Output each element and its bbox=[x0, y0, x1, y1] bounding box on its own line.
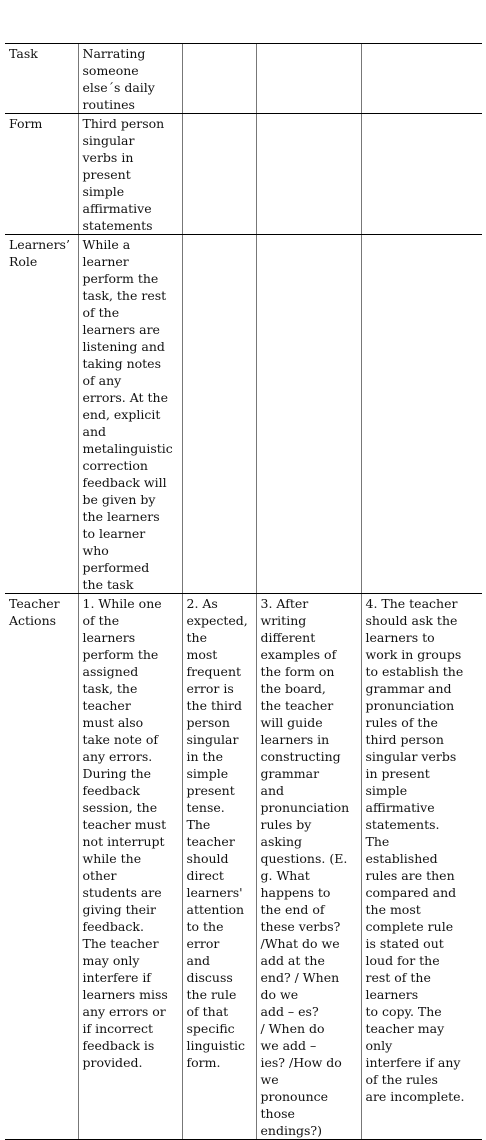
teacher-action-step-2: 2. As expected, the most frequent error is the third person singular in the simple present tense. The teacher should direct learners' attention to the error and discuss the rule of that specific linguistic form. bbox=[182, 594, 256, 1140]
row-label-teacher-actions: Teacher Actions bbox=[5, 594, 78, 1140]
table-row-teacher-actions bbox=[5, 594, 482, 1140]
row-label-learners-role: Learners’ Role bbox=[5, 235, 78, 594]
teacher-action-step-1: 1. While one of the learners perform the assigned task, the teacher must also take note of any errors. During the feedback session, the teacher must not interrupt while the other students are giving their feedback. The teacher may only interfere if learners miss any errors or if incorrect feedback is provided. bbox=[78, 594, 182, 1140]
teacher-action-step-4: 4. The teacher should ask the learners to work in groups to establish the grammar and pronunciation rules of the third person singular verbs in present simple affirmative statements. The established rules are then compared and the most complete rule is stated out loud for the rest of the learners to copy. The teacher may only interfere if any of the rules are incomplete. bbox=[361, 594, 482, 1140]
table-row-learners-role bbox=[5, 235, 482, 594]
form-description-cell: Third person singular verbs in present simple affirmative statements bbox=[78, 114, 182, 235]
empty-cell bbox=[256, 114, 361, 235]
empty-cell bbox=[182, 44, 256, 114]
table-row-task bbox=[5, 44, 482, 114]
lesson-plan-table bbox=[5, 43, 482, 1140]
empty-cell bbox=[256, 44, 361, 114]
task-description-cell: Narrating someone else´s daily routines bbox=[78, 44, 182, 114]
row-label-task: Task bbox=[5, 44, 78, 114]
empty-cell bbox=[182, 235, 256, 594]
table-row-form bbox=[5, 114, 482, 235]
empty-cell bbox=[361, 114, 482, 235]
learners-role-description-cell: While a learner perform the task, the rest of the learners are listening and taking notes of any errors. At the end, explicit and metalinguistic correction feedback will be given by the learners to learner who performed the task bbox=[78, 235, 182, 594]
empty-cell bbox=[256, 235, 361, 594]
teacher-action-step-3: 3. After writing different examples of the form on the board, the teacher will guide learners in constructing grammar and pronunciation rules by asking questions. (E. g. What happens to the end of these verbs? /What do we add at the end? / When do we add – es? / When do we add – ies? /How do we pronounce those endings?) bbox=[256, 594, 361, 1140]
row-label-form: Form bbox=[5, 114, 78, 235]
empty-cell bbox=[182, 114, 256, 235]
empty-cell bbox=[361, 44, 482, 114]
empty-cell bbox=[361, 235, 482, 594]
